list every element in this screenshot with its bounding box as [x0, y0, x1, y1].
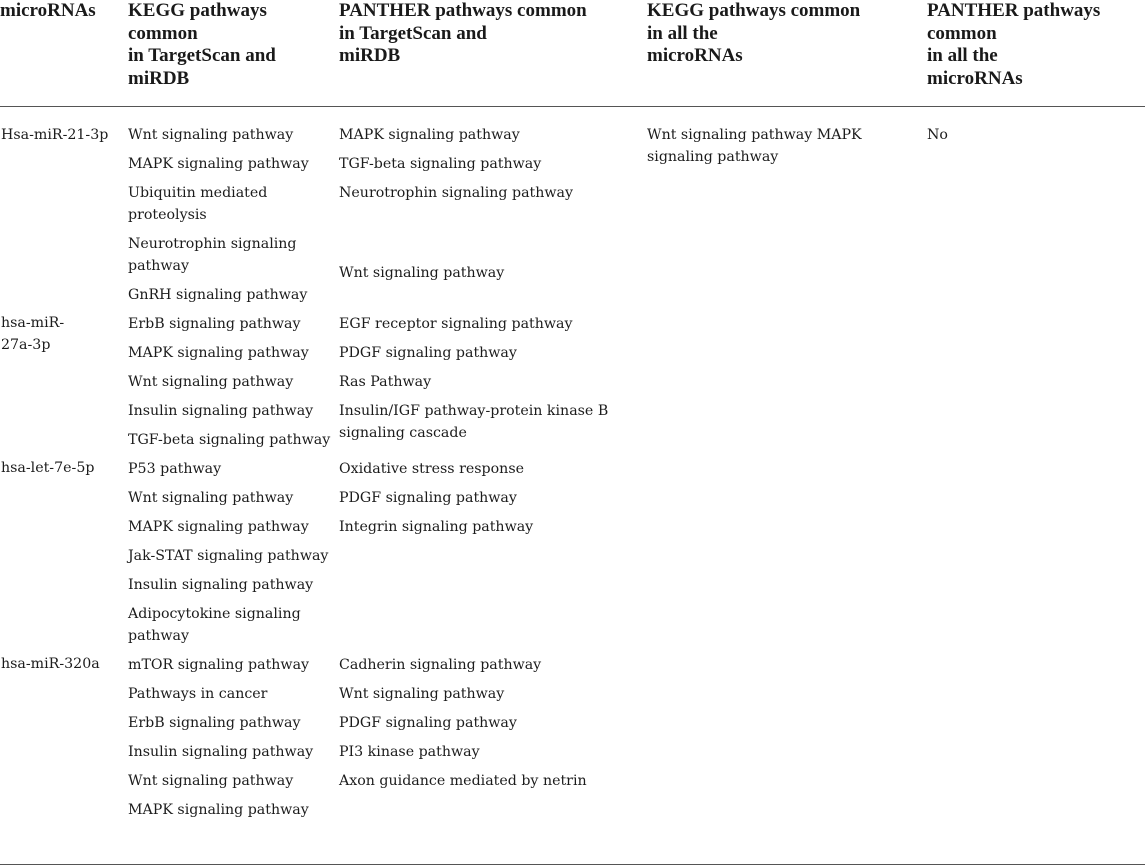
- kegg-pathway-item: Insulin signaling pathway: [128, 743, 314, 760]
- panther-pathway-item: MAPK signaling pathway: [339, 126, 520, 143]
- panther-pathway-list: [339, 453, 647, 540]
- panther-pathway-item: Wnt signaling pathway: [339, 264, 505, 281]
- kegg-pathway-item: P53 pathway: [128, 460, 222, 477]
- panther-pathway-cell: [339, 308, 647, 453]
- panther-pathway-item: PDGF signaling pathway: [339, 489, 517, 506]
- kegg-pathway-item: MAPK signaling pathway: [128, 344, 309, 361]
- panther-pathway-item: Ras Pathway: [339, 373, 432, 390]
- kegg-pathway-cell: [128, 106, 339, 308]
- kegg-pathway-item: Wnt signaling pathway: [128, 126, 294, 143]
- kegg-pathway-item: TGF-beta signaling pathway: [128, 431, 331, 448]
- kegg-all-cell: [647, 649, 927, 823]
- bottom-rule: [0, 864, 1145, 865]
- panther-all-cell: [927, 308, 1145, 453]
- kegg-pathway-item: Wnt signaling pathway: [128, 373, 294, 390]
- panther-pathway-item: Wnt signaling pathway: [339, 685, 505, 702]
- kegg-pathway-list: [128, 119, 339, 308]
- panther-pathway-item: [339, 206, 647, 257]
- panther-all-cell: [927, 453, 1145, 649]
- panther-pathway-item: PDGF signaling pathway: [339, 714, 517, 731]
- table-row: [0, 453, 1145, 649]
- panther-pathway-cell: [339, 106, 647, 308]
- kegg-pathway-item: Insulin signaling pathway: [128, 576, 314, 593]
- table-row: [0, 106, 1145, 308]
- kegg-pathway-item: MAPK signaling pathway: [128, 155, 309, 172]
- kegg-pathway-cell: [128, 649, 339, 823]
- panther-all-cell: [927, 649, 1145, 823]
- panther-pathway-item: Axon guidance mediated by netrin: [339, 772, 587, 789]
- header-row: [0, 0, 1145, 106]
- panther-pathway-cell: [339, 453, 647, 649]
- kegg-pathway-item: Ubiquitin mediated proteolysis: [128, 184, 268, 223]
- kegg-pathway-list: [128, 649, 339, 823]
- header-panther-common: PANTHER pathways common in TargetScan and miRDB: [339, 0, 647, 106]
- panther-pathway-item: PDGF signaling pathway: [339, 344, 517, 361]
- kegg-pathway-list: [128, 453, 339, 649]
- panther-pathway-list: [339, 119, 647, 286]
- mirna-name: hsa-miR-320a: [1, 655, 100, 672]
- panther-pathway-item: Cadherin signaling pathway: [339, 656, 542, 673]
- kegg-pathway-item: MAPK signaling pathway: [128, 518, 309, 535]
- kegg-pathway-item: Wnt signaling pathway: [128, 489, 294, 506]
- kegg-pathway-item: mTOR signaling pathway: [128, 656, 310, 673]
- header-kegg-all: KEGG pathways common in all the microRNAs: [647, 0, 927, 106]
- kegg-pathway-cell: [128, 308, 339, 453]
- kegg-pathway-item: Pathways in cancer: [128, 685, 268, 702]
- table-header: [0, 0, 1145, 106]
- kegg-all-cell: Wnt signaling pathway MAPK signaling pathway: [647, 126, 862, 165]
- header-kegg-common: KEGG pathways common in TargetScan and miRDB: [128, 0, 339, 106]
- mirna-name: Hsa-miR-21-3p: [1, 126, 109, 143]
- panther-pathway-list: [339, 649, 647, 794]
- panther-pathway-item: EGF receptor signaling pathway: [339, 315, 573, 332]
- table-body: [0, 106, 1145, 823]
- kegg-all-cell: [647, 308, 927, 453]
- kegg-pathway-item: Jak-STAT signaling pathway: [128, 547, 329, 564]
- kegg-pathway-item: ErbB signaling pathway: [128, 315, 301, 332]
- kegg-pathway-item: Adipocytokine signaling pathway: [128, 605, 301, 644]
- panther-pathway-item: Insulin/IGF pathway-protein kinase B signaling cascade: [339, 402, 609, 441]
- panther-pathway-list: [339, 308, 647, 446]
- table-row: [0, 308, 1145, 453]
- panther-pathway-cell: [339, 649, 647, 823]
- kegg-pathway-item: Wnt signaling pathway: [128, 772, 294, 789]
- panther-pathway-item: PI3 kinase pathway: [339, 743, 480, 760]
- kegg-pathway-cell: [128, 453, 339, 649]
- kegg-pathway-item: ErbB signaling pathway: [128, 714, 301, 731]
- kegg-pathway-item: Insulin signaling pathway: [128, 402, 314, 419]
- panther-pathway-item: Neurotrophin signaling pathway: [339, 184, 573, 201]
- table-row: [0, 649, 1145, 823]
- kegg-pathway-item: Neurotrophin signaling pathway: [128, 235, 297, 274]
- kegg-pathway-item: GnRH signaling pathway: [128, 286, 308, 303]
- mirna-name: hsa-miR- 27a-3p: [1, 314, 65, 353]
- panther-pathway-item: TGF-beta signaling pathway: [339, 155, 542, 172]
- panther-pathway-item: Integrin signaling pathway: [339, 518, 534, 535]
- kegg-all-cell: [647, 453, 927, 649]
- mirna-name: hsa-let-7e-5p: [1, 459, 95, 476]
- kegg-pathway-list: [128, 308, 339, 453]
- kegg-pathway-item: MAPK signaling pathway: [128, 801, 309, 818]
- header-microrna: microRNAs: [0, 0, 128, 106]
- header-panther-all: PANTHER pathways common in all the microRNAs: [927, 0, 1145, 106]
- panther-all-cell: No: [927, 126, 948, 143]
- panther-pathway-item: Oxidative stress response: [339, 460, 524, 477]
